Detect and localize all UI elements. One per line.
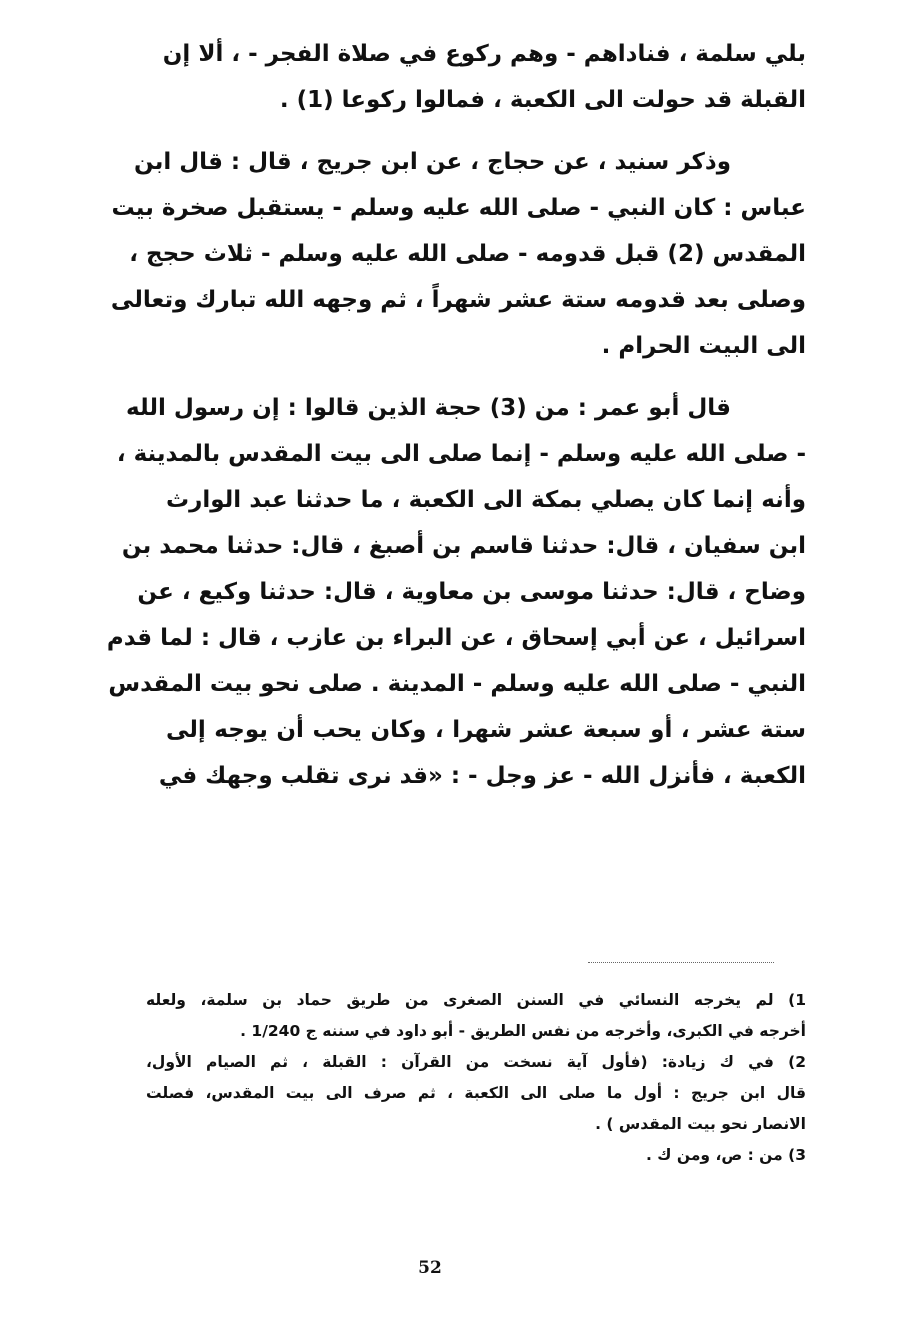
paragraph-3 <box>106 385 806 799</box>
paragraph-2 <box>110 139 806 369</box>
text-line: النبي - صلى الله عليه وسلم - المدينة . صلى نحو بيت المقدس <box>108 671 806 697</box>
footnote-line: 1) لم يخرجه النسائي في السنن الصغرى من طريق حماد بن سلمة، ولعله <box>146 991 806 1009</box>
text-line: ابن سفيان ، قال: حدثنا قاسم بن أصبغ ، قال: حدثنا محمد بن <box>121 533 806 559</box>
footnote-line: الانصار نحو بيت المقدس ) . <box>595 1115 806 1133</box>
text-line: الكعبة ، فأنزل الله - عز وجل - : «قد نرى تقلب وجهك في <box>158 763 806 789</box>
footnotes <box>146 985 806 1171</box>
text-line: وضاح ، قال: حدثنا موسى بن معاوية ، قال: حدثنا وكيع ، عن <box>137 579 806 605</box>
footnote-line: 3) من : ص، ومن ك . <box>645 1146 806 1164</box>
text-line: وصلى بعد قدومه ستة عشر شهراً ، ثم وجهه الله تبارك وتعالى <box>110 287 806 313</box>
text-line: قال أبو عمر : من (3) حجة الذين قالوا : إن رسول الله <box>126 395 731 421</box>
text-line: الى البيت الحرام . <box>601 333 806 359</box>
footnote-line: قال ابن جريج : أول ما صلى الى الكعبة ، ثم صرف الى بيت المقدس، فصلت <box>146 1084 806 1102</box>
text-line: القبلة قد حولت الى الكعبة ، فمالوا ركوعا (1) . <box>279 87 806 113</box>
text-line: - صلى الله عليه وسلم - إنما صلى الى بيت المقدس بالمدينة ، <box>116 441 806 467</box>
paragraph-1 <box>162 31 806 123</box>
text-line: ستة عشر ، أو سبعة عشر شهرا ، وكان يحب أن يوجه إلى <box>166 717 806 743</box>
text-line: عباس : كان النبي - صلى الله عليه وسلم - يستقبل صخرة بيت <box>111 195 806 221</box>
text-line: المقدس (2) قبل قدومه - صلى الله عليه وسلم - ثلاث حجج ، <box>129 241 806 267</box>
text-line: اسرائيل ، عن أبي إسحاق ، عن البراء بن عازب ، قال : لما قدم <box>106 625 806 651</box>
text-line: وأنه إنما كان يصلي بمكة الى الكعبة ، ما حدثنا عبد الوارث <box>166 487 806 513</box>
text-line: بلي سلمة ، فناداهم - وهم ركوع في صلاة الفجر - ، ألا إن <box>162 41 806 67</box>
footnote-line: 2) في ك زيادة: (فأول آية نسخت من القرآن : القبلة ، ثم الصيام الأول، <box>146 1053 806 1071</box>
page-number: 52 <box>418 1258 442 1278</box>
footnote-divider <box>588 962 774 963</box>
footnote-line: أخرجه في الكبرى، وأخرجه من نفس الطريق - أبو داود في سننه ج 1/240 . <box>240 1022 806 1040</box>
text-line: وذكر سنيد ، عن حجاج ، عن ابن جريج ، قال : قال ابن <box>134 149 731 175</box>
